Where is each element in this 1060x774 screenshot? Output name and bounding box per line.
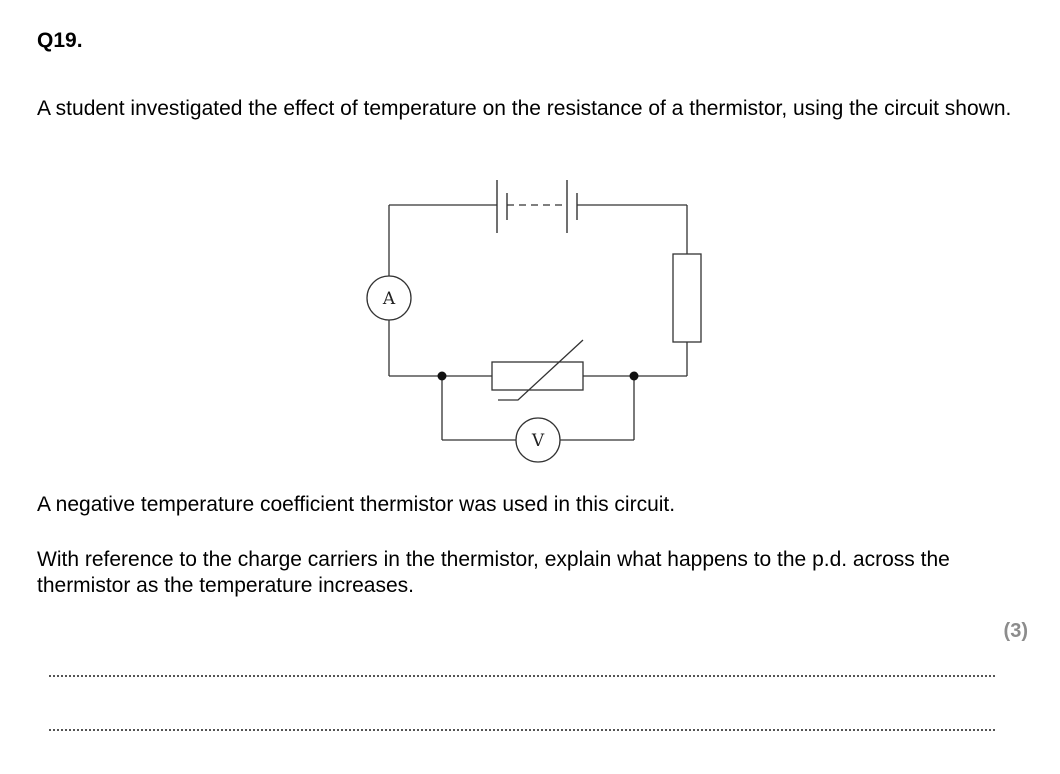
- question-number: Q19.: [37, 29, 83, 52]
- thermistor-symbol: [492, 340, 583, 400]
- question-intro: A student investigated the effect of temperature on the resistance of a thermistor, using the circuit shown.: [37, 97, 1012, 120]
- junction-dot-left: [438, 372, 447, 381]
- answer-line-1[interactable]: [49, 675, 995, 677]
- thermistor-body: [492, 362, 583, 390]
- fixed-resistor: [673, 254, 701, 342]
- voltmeter-label: V: [531, 431, 545, 451]
- marks-indicator: (3): [1003, 620, 1028, 642]
- ntc-statement: A negative temperature coefficient thermistor was used in this circuit.: [37, 493, 676, 516]
- voltmeter: [516, 418, 560, 462]
- question-prompt: With reference to the charge carriers in the thermistor, explain what happens to the p.d. across the thermistor as the temperature increases.: [37, 548, 950, 597]
- battery-symbol: [497, 180, 577, 233]
- junction-dot-right: [630, 372, 639, 381]
- ammeter: [367, 276, 411, 320]
- ammeter-label: A: [382, 289, 396, 309]
- answer-line-2[interactable]: [49, 729, 995, 731]
